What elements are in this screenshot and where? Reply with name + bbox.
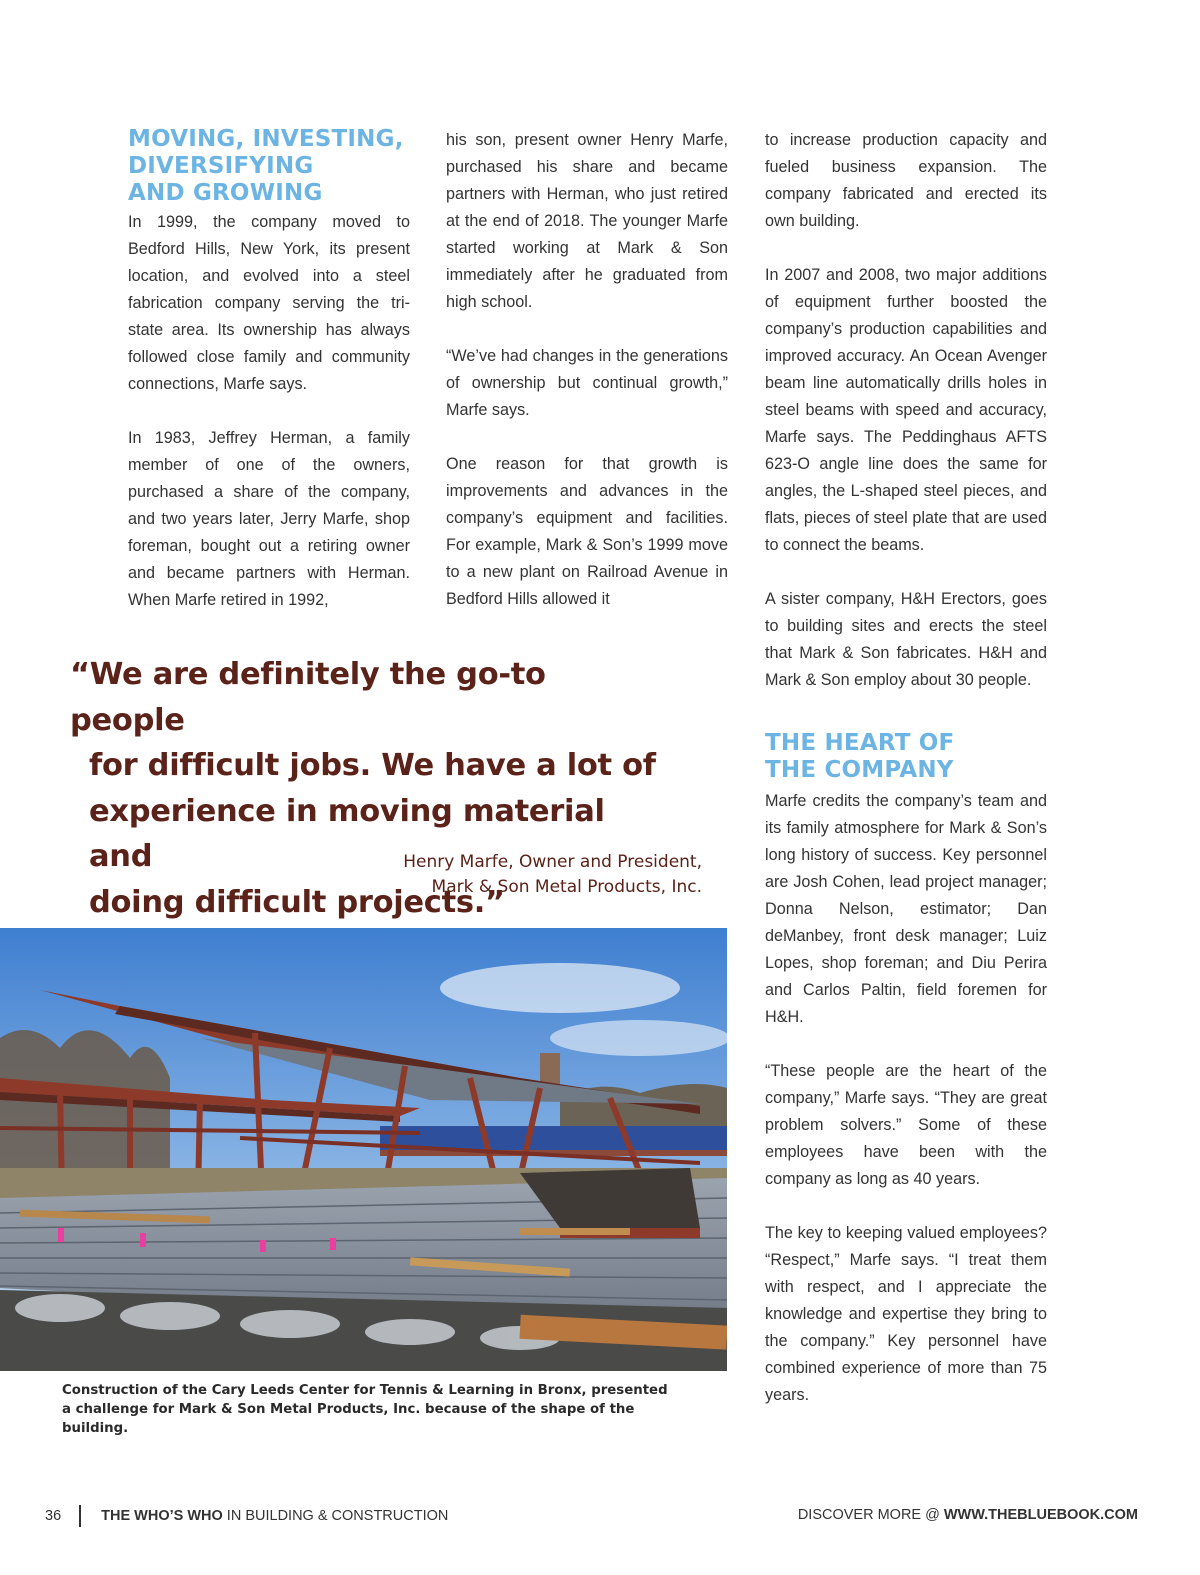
heading-line: THE HEART OF — [765, 730, 955, 756]
body-paragraph: A sister company, H&H Erectors, goes to building sites and erects the steel that Mark & Son fabricates. H&H and Mark & Son employ about 30 people. — [765, 590, 1047, 689]
body-paragraph: Marfe credits the company’s team and its family atmosphere for Mark & Son’s long history of success. Key personnel are Josh Cohen, lead project manager; Donna Nelson, estimator; Dan deManbey, front desk manager; Luiz Lopes, shop foreman; and Diu Perira and Carlos Paltin, field foremen for H&H. — [765, 792, 1047, 1026]
body-paragraph: The key to keeping valued employees? “Respect,” Marfe says. “I treat them with respect, and I appreciate the knowledge and expertise they bring to the company.” Key personnel have combined experience of more than 75 years. — [765, 1224, 1047, 1404]
body-paragraph: “These people are the heart of the company,” Marfe says. “They are great problem solvers.” Some of these employees have been with the company as long as 40 years. — [765, 1062, 1047, 1188]
section-heading-moving-investing — [128, 126, 410, 207]
body-paragraph: In 1999, the company moved to Bedford Hills, New York, its present location, and evolved into a steel fabrication company serving the tri-state area. Its ownership has always followed close family and community connections, Marfe says. — [128, 213, 410, 393]
footer-left — [45, 1505, 448, 1527]
heading-line: DIVERSIFYING — [128, 153, 314, 179]
body-paragraph: to increase production capacity and fueled business expansion. The company fabricated and erected its own building. — [765, 131, 1047, 230]
caption-line: Construction of the Cary Leeds Center for Tennis & Learning in Bronx, presented — [62, 1383, 668, 1398]
publication-name — [101, 1506, 448, 1526]
pull-quote-line: experience in moving material and — [89, 793, 605, 874]
body-paragraph: “We’ve had changes in the generations of ownership but continual growth,” Marfe says. — [446, 347, 728, 419]
attribution-line: Henry Marfe, Owner and President, — [403, 852, 702, 872]
photo-caption — [62, 1381, 702, 1438]
discover-more-label: DISCOVER MORE @ — [797, 1507, 944, 1523]
pull-quote-attribution — [403, 850, 702, 900]
construction-photo — [0, 928, 727, 1371]
pull-quote-line: doing difficult projects.” — [89, 884, 505, 920]
body-paragraph: In 2007 and 2008, two major additions of equipment further boosted the company’s production capabilities and improved accuracy. An Ocean Avenger beam line automatically drills holes in steel beams with speed and accuracy, Marfe says. The Peddinghaus AFTS 623-O angle line does the same for angles, the L-shaped steel pieces, and flats, pieces of steel plate that are used to connect the beams. — [765, 266, 1047, 554]
page-number: 36 — [45, 1508, 62, 1524]
attribution-line: Mark & Son Metal Products, Inc. — [431, 877, 702, 897]
article-column-1 — [128, 126, 410, 614]
heading-line: MOVING, INVESTING, — [128, 126, 404, 152]
footer-divider — [79, 1505, 81, 1527]
heading-line: THE COMPANY — [765, 757, 954, 783]
website-link[interactable]: WWW.THEBLUEBOOK.COM — [943, 1507, 1138, 1523]
pull-quote-line: “We are definitely the go-to people — [70, 657, 546, 738]
section-heading-heart-of-company — [765, 730, 1047, 784]
publication-name-rest: IN BUILDING & CONSTRUCTION — [222, 1508, 449, 1524]
body-paragraph: In 1983, Jeffrey Herman, a family member of one of the owners, purchased a share of the company, and two years later, Jerry Marfe, shop foreman, bought out a retiring owner and became partners with Herman. When Marfe retired in 1992, — [128, 429, 410, 609]
caption-line: a challenge for Mark & Son Metal Products, Inc. because of the shape of the building. — [62, 1402, 635, 1436]
body-paragraph: his son, present owner Henry Marfe, purchased his share and became partners with Herman, who just retired at the end of 2018. The younger Marfe started working at Mark & Son immediately after he graduated from high school. — [446, 131, 728, 311]
heading-line: AND GROWING — [128, 180, 323, 206]
body-paragraph: One reason for that growth is improvements and advances in the company’s equipment and facilities. For example, Mark & Son’s 1999 move to a new plant on Railroad Avenue in Bedford Hills allowed it — [446, 455, 728, 608]
article-column-3 — [765, 127, 1047, 1409]
article-column-2 — [446, 127, 728, 613]
pull-quote-line: for difficult jobs. We have a lot of — [89, 748, 656, 783]
publication-name-bold: THE WHO’S WHO — [101, 1508, 223, 1524]
footer-right — [798, 1505, 1138, 1525]
